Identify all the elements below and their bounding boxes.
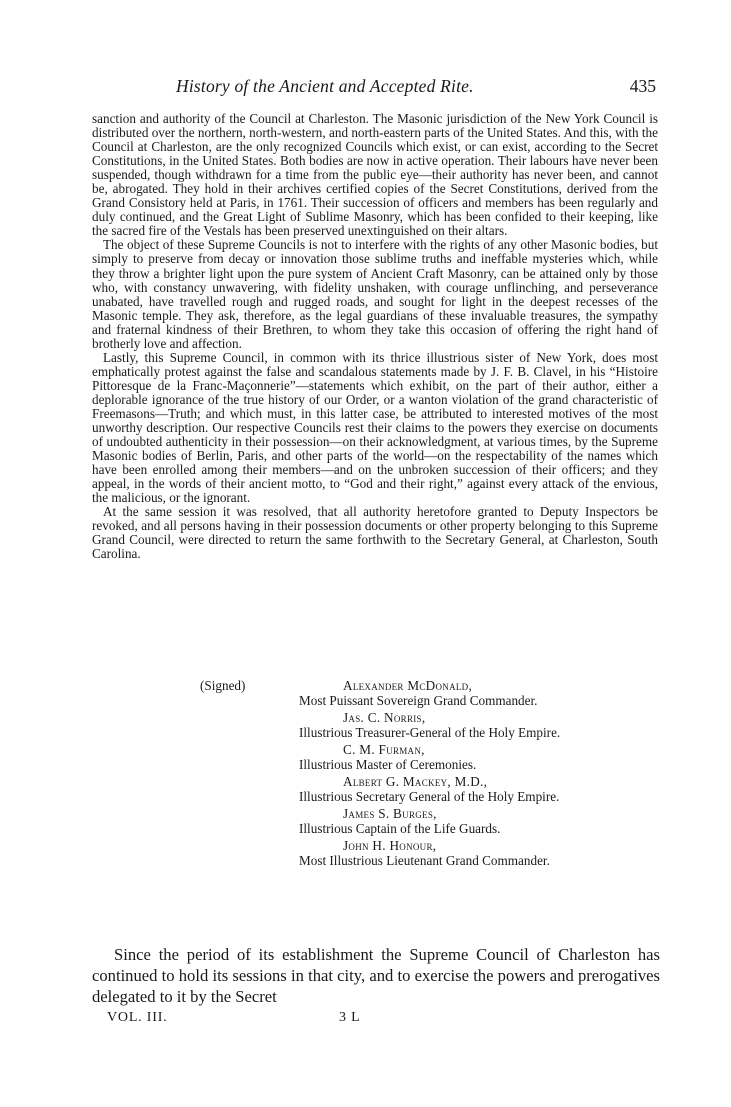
page-number: 435 (629, 76, 656, 96)
signed-label: (Signed) (200, 678, 246, 693)
signatory-entry (299, 710, 699, 740)
signatory-name: John H. Honour, (343, 838, 437, 853)
closing-paragraph: Since the period of its establishment the Supreme Council of Charleston has continued to hold its sessions in that city, and to exercise the powers and prerogatives delegated to it by the Secret (92, 945, 660, 1006)
paragraph-3: Lastly, this Supreme Council, in common with its thrice illustrious sister of New York, does most emphatically protest against the false and scandalous statements made by J. F. B. Clavel, in his “Histoire Pittoresque de la Franc-Maçonnerie”—statements which exhibit, on the part of their author, either a deplorable ignorance of the true history of our Order, or a wanton violation of the grand characteristic of Freemasons—Truth; and which must, in this latter case, be attributed to interested motives of the most unworthy description. Our respective Councils rest their claims to the powers they exercise on documents of undoubted authenticity in their possession—on their acknowledgment, at various times, by the Supreme Masonic bodies of Berlin, Paris, and other parts of the world—on the respectability of the names which have been enrolled among their members—and on the unbroken succession of their officers; and they appeal, in the words of their ancient motto, to “God and their right,” against every attack of the envious, the malicious, or the ignorant. (92, 349, 658, 506)
page-header (176, 76, 656, 102)
paragraph-4: At the same session it was resolved, that all authority heretofore granted to Deputy Inspectors be revoked, and all persons having in their possession documents or other property belonging to this Supreme Grand Council, were directed to return the same forthwith to the Secretary General, at Charleston, South Carolina. (92, 504, 658, 562)
signatory-name: Albert G. Mackey, M.D., (343, 774, 488, 789)
signatory-title: Illustrious Treasurer-General of the Holy Empire. (299, 725, 561, 741)
closing-text (92, 944, 660, 1007)
signatory-name: Jas. C. Norris, (343, 710, 426, 725)
signatory-entry (299, 678, 699, 708)
signatory-title: Illustrious Secretary General of the Holy Empire. (299, 789, 560, 805)
paragraph-1: sanction and authority of the Council at Charleston. The Masonic jurisdiction of the New York Council is distributed over the northern, north-western, and north-eastern parts of the United States. And this, with the Council at Charleston, are the only recognized Councils which exist, or can exist, according to the Secret Constitutions, in the United States. Both bodies are now in active operation. Their labours have never been suspended, though withdrawn for a time from the public eye—their authority has never been, and cannot be, abrogated. They hold in their archives certified copies of the Secret Constitutions, derived from the Grand Consistory held at Paris, in 1761. Their succession of officers and members has been regularly and duly continued, and the Great Light of Sublime Masonry, which has been confided to their keeping, like the sacred fire of the Vestals has been preserved unextinguished on their altars. (92, 111, 658, 239)
signatory-title: Illustrious Master of Ceremonies. (299, 757, 477, 773)
signatory-title: Most Puissant Sovereign Grand Commander. (299, 693, 538, 709)
signatory-entry (299, 806, 699, 836)
paragraph-2: The object of these Supreme Councils is not to interfere with the rights of any other Masonic bodies, but simply to preserve from decay or innovation those sublime truths and ineffable mysteries which, while they throw a brighter light upon the pure system of Ancient Craft Masonry, can be attained only by those who, with constancy unwavering, with fidelity unshaken, with courage unflinching, and perseverance unabated, have travelled rough and rugged roads, and sought for light in the deepest recesses of the Masonic temple. They ask, therefore, as the legal guardians of these invaluable treasures, the sympathy and fraternal kindness of their Brethren, to whom they take this occasion of offering the right hand of brotherly love and affection. (92, 237, 658, 351)
signatory-title: Most Illustrious Lieutenant Grand Commander. (299, 853, 550, 869)
signatory-name: C. M. Furman, (343, 742, 425, 757)
signatory-name: James S. Burges, (343, 806, 437, 821)
signature-mark: 3 L (339, 1010, 361, 1025)
signatory-entry (299, 838, 699, 868)
signatory-entry (299, 742, 699, 772)
volume-label: VOL. III. (107, 1010, 168, 1025)
body-text (92, 112, 658, 562)
signatory-name: Alexander McDonald, (343, 678, 473, 693)
running-head: History of the Ancient and Accepted Rite. (176, 76, 474, 96)
signatory-title: Illustrious Captain of the Life Guards. (299, 821, 501, 837)
signatory-entry (299, 774, 699, 804)
